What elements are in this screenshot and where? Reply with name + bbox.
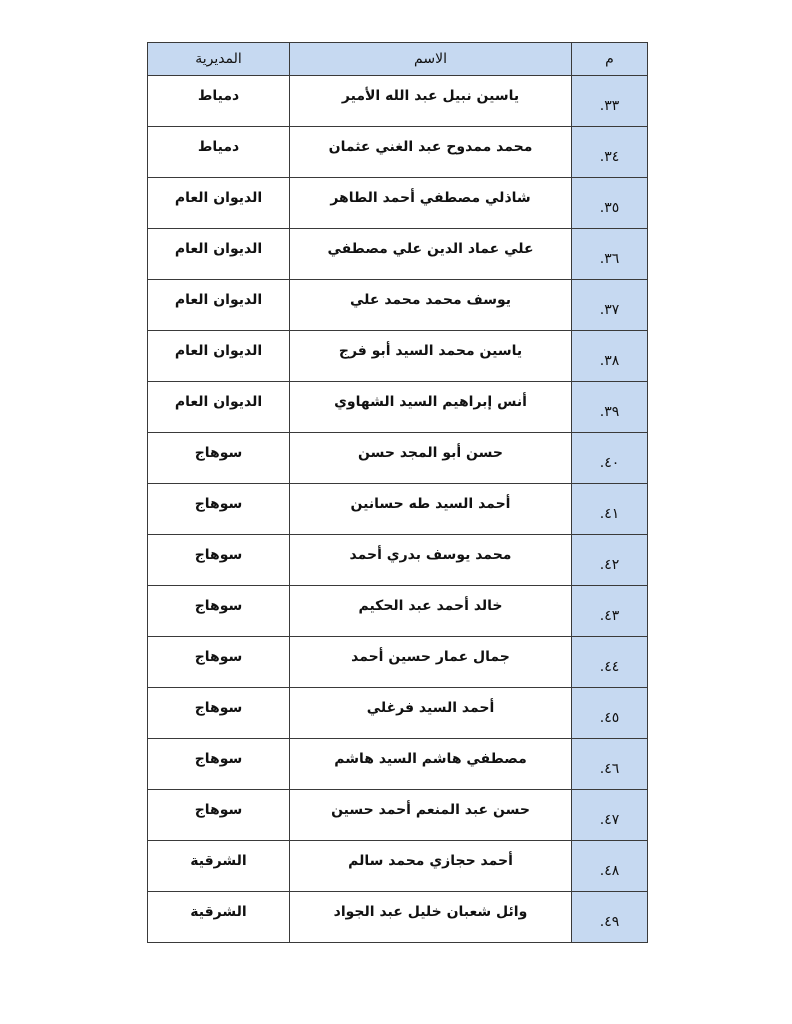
row-name: مصطفي هاشم السيد هاشم: [290, 739, 572, 790]
row-name: حسن عبد المنعم أحمد حسين: [290, 790, 572, 841]
table-row: [148, 178, 648, 229]
row-number: ٤٨.: [572, 841, 648, 892]
row-number: ٣٨.: [572, 331, 648, 382]
table-row: [148, 739, 648, 790]
names-table: [147, 42, 648, 943]
row-directorate: دمياط: [148, 127, 290, 178]
table-row: [148, 331, 648, 382]
table-row: [148, 382, 648, 433]
row-name: وائل شعبان خليل عبد الجواد: [290, 892, 572, 943]
row-number: ٣٦.: [572, 229, 648, 280]
row-directorate: الديوان العام: [148, 331, 290, 382]
row-number: ٤١.: [572, 484, 648, 535]
row-directorate: سوهاج: [148, 535, 290, 586]
row-name: ياسين محمد السيد أبو فرج: [290, 331, 572, 382]
row-number: ٤٤.: [572, 637, 648, 688]
row-directorate: سوهاج: [148, 586, 290, 637]
row-name: شاذلي مصطفي أحمد الطاهر: [290, 178, 572, 229]
table-row: [148, 637, 648, 688]
table-row: [148, 76, 648, 127]
table-row: [148, 484, 648, 535]
row-number: ٤٢.: [572, 535, 648, 586]
row-name: يوسف محمد محمد علي: [290, 280, 572, 331]
row-number: ٣٤.: [572, 127, 648, 178]
table-body: [148, 76, 648, 943]
table-row: [148, 433, 648, 484]
row-directorate: سوهاج: [148, 790, 290, 841]
table-header: [148, 43, 648, 76]
row-name: محمد يوسف بدري أحمد: [290, 535, 572, 586]
table-row: [148, 688, 648, 739]
table-row: [148, 790, 648, 841]
row-name: أحمد السيد فرغلي: [290, 688, 572, 739]
row-name: أحمد حجازي محمد سالم: [290, 841, 572, 892]
row-directorate: الشرقية: [148, 841, 290, 892]
row-name: أحمد السيد طه حسانين: [290, 484, 572, 535]
row-number: ٣٥.: [572, 178, 648, 229]
row-number: ٤٣.: [572, 586, 648, 637]
row-directorate: الديوان العام: [148, 382, 290, 433]
header-name: الاسم: [290, 43, 572, 76]
table-row: [148, 892, 648, 943]
row-directorate: دمياط: [148, 76, 290, 127]
row-name: حسن أبو المجد حسن: [290, 433, 572, 484]
row-directorate: سوهاج: [148, 739, 290, 790]
row-directorate: سوهاج: [148, 433, 290, 484]
row-name: محمد ممدوح عبد الغني عثمان: [290, 127, 572, 178]
table-row: [148, 127, 648, 178]
row-number: ٣٩.: [572, 382, 648, 433]
table-row: [148, 229, 648, 280]
header-directorate: المديرية: [148, 43, 290, 76]
header-row: [148, 43, 648, 76]
row-name: أنس إبراهيم السيد الشهاوي: [290, 382, 572, 433]
row-directorate: سوهاج: [148, 688, 290, 739]
row-number: ٣٣.: [572, 76, 648, 127]
row-directorate: الشرقية: [148, 892, 290, 943]
row-number: ٤٩.: [572, 892, 648, 943]
table-row: [148, 841, 648, 892]
row-directorate: الديوان العام: [148, 178, 290, 229]
header-number: م: [572, 43, 648, 76]
row-name: علي عماد الدين علي مصطفي: [290, 229, 572, 280]
row-number: ٤٠.: [572, 433, 648, 484]
table-row: [148, 586, 648, 637]
row-directorate: الديوان العام: [148, 280, 290, 331]
row-number: ٤٦.: [572, 739, 648, 790]
row-number: ٤٥.: [572, 688, 648, 739]
row-directorate: سوهاج: [148, 484, 290, 535]
row-directorate: الديوان العام: [148, 229, 290, 280]
row-name: خالد أحمد عبد الحكيم: [290, 586, 572, 637]
row-name: جمال عمار حسين أحمد: [290, 637, 572, 688]
row-directorate: سوهاج: [148, 637, 290, 688]
row-number: ٣٧.: [572, 280, 648, 331]
row-number: ٤٧.: [572, 790, 648, 841]
table-row: [148, 535, 648, 586]
row-name: ياسين نبيل عبد الله الأمير: [290, 76, 572, 127]
table-row: [148, 280, 648, 331]
